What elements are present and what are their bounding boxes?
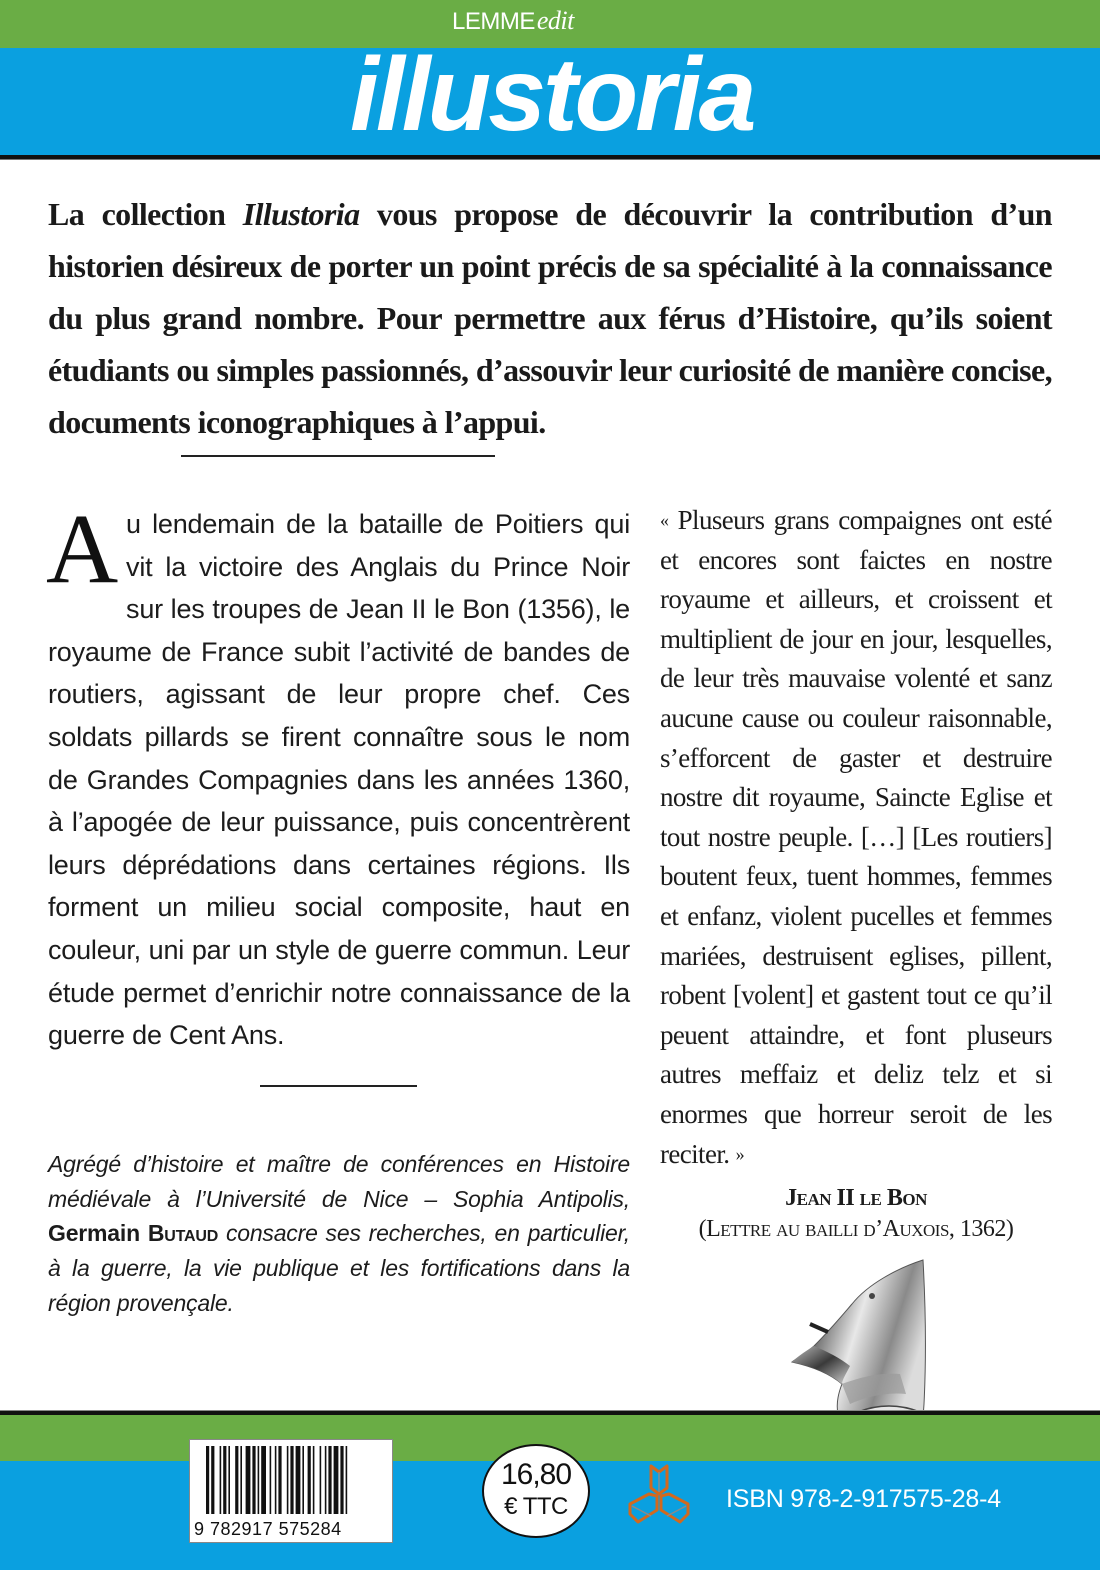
summary-text: u lendemain de la bataille de Poitiers qui vit la victoire des Anglais du Prince Noir sur les troupes de Jean II le Bon (1356), le royaume de France subit l’activité de bandes de routiers, agissant de leur propre chef. Ces soldats pillards se firent connaître sous le nom de Grandes Compagnies dans les années 1360, à l’apogée de leur puissance, puis concentrèrent leurs déprédations dans certaines régions. Ils forment un milieu social composite, haut en couleur, uni par un style de guerre commun. Leur étude permet d’enrichir notre connaissance de la guerre de Cent Ans. (48, 509, 630, 1051)
book-summary (46, 493, 630, 1057)
barcode-digits: 9 782917 575284 (194, 1518, 390, 1540)
drop-cap: A (46, 493, 119, 604)
intro-text-end: vous propose de découvrir la contribution d’un historien désireux de porter un point précis de sa spécialité à la connaissance du plus grand nombre. Pour permettre aux férus d’Histoire, qu’ils soient étudiants ou simples passionnés, d’assouvir leur curiosité de manière concise, documents iconographiques à l’appui. (48, 196, 1052, 440)
author-bio (48, 1147, 630, 1321)
quote-author: Jean II le Bon (785, 1185, 927, 1212)
author-last-name: Butaud (147, 1220, 219, 1247)
barcode-bar (328, 1446, 331, 1514)
isbn-barcode (189, 1439, 393, 1543)
quote-source: (Lettre au bailli d’Auxois, 1362) (698, 1216, 1014, 1243)
books-logo-icon (624, 1464, 694, 1526)
section-divider (181, 455, 495, 457)
quote-text: Pluseurs grans compaignes ont esté et encores sont faictes en nostre royaume et ailleurs, et croissent et multiplient de jour en jour, lesquelles, de leur très mauvaise volenté et sanz aucune cause ou couleur raisonnable, s’efforcent de gaster et destruire nostre dit royaume, Saincte Eglise et tout nostre peuple. […] [Les routiers] boutent feux, tuent hommes, femmes et enfanz, violent pucelles et femmes mariées, destruisent eglises, pillent, robent [volent] et gastent tout ce qu’il peuent attaindre, et font pluseurs autres meffaiz et deliz telz et si enormes que horreur seroit de les reciter. (660, 505, 1052, 1169)
isbn-number: ISBN 978-2-917575-28-4 (726, 1485, 1001, 1513)
intro-text-start: La collection (48, 196, 243, 232)
historical-quote (660, 501, 1052, 1174)
price-badge (482, 1444, 590, 1538)
bio-text-start: Agrégé d’histoire et maître de conférences en Histoire médiévale à l’Université de Nice – Sophia Antipolis, (48, 1150, 630, 1212)
author-first-name: Germain (48, 1220, 140, 1247)
header-rule (0, 155, 1100, 160)
barcode-bar (258, 1446, 260, 1514)
publisher-logo (452, 6, 574, 36)
publisher-name: LEMME (452, 8, 535, 35)
publisher-edit: edit (536, 6, 574, 35)
barcode-bar (270, 1446, 272, 1514)
barcode-bar (346, 1446, 348, 1514)
bio-text-end: consacre ses recherches, en particulier, à la guerre, la vie publique et les fortifications dans la région provençale. (48, 1220, 630, 1316)
intro-collection-name: Illustoria (242, 196, 360, 232)
barcode-bar (220, 1446, 222, 1514)
barcode-bars (190, 1440, 392, 1516)
quote-close-mark: » (735, 1143, 744, 1164)
price-currency: € TTC (504, 1493, 568, 1520)
barcode-bar (320, 1446, 322, 1514)
barcode-bar (252, 1446, 255, 1514)
section-divider-short (260, 1085, 417, 1087)
right-column (660, 501, 1052, 1442)
price-value: 16,80 (500, 1458, 572, 1491)
barcode-bar (206, 1446, 209, 1514)
barcode-bar (228, 1446, 230, 1514)
collection-intro (48, 188, 1052, 448)
quote-open-mark: « (660, 510, 669, 530)
barcode-bar (302, 1446, 304, 1514)
barcode-bar (275, 1446, 277, 1514)
barcode-bar (313, 1446, 315, 1514)
barcode-bar (246, 1446, 251, 1514)
barcode-bar (296, 1446, 301, 1514)
barcode-bar (308, 1446, 311, 1514)
barcode-bar (325, 1446, 327, 1514)
barcode-bar (278, 1446, 281, 1514)
quote-attribution (636, 1182, 1076, 1244)
barcode-bar (340, 1446, 343, 1514)
barcode-bar (223, 1446, 226, 1514)
collection-title: illustoria (350, 37, 754, 153)
barcode-bar (240, 1446, 242, 1514)
barcode-bar (290, 1446, 293, 1514)
barcode-bar (261, 1446, 266, 1514)
barcode-bar (334, 1446, 339, 1514)
barcode-bar (235, 1446, 238, 1514)
barcode-bar (287, 1446, 289, 1514)
author-name (48, 1220, 218, 1246)
barcode-bar (211, 1446, 214, 1514)
left-column (46, 493, 630, 1321)
